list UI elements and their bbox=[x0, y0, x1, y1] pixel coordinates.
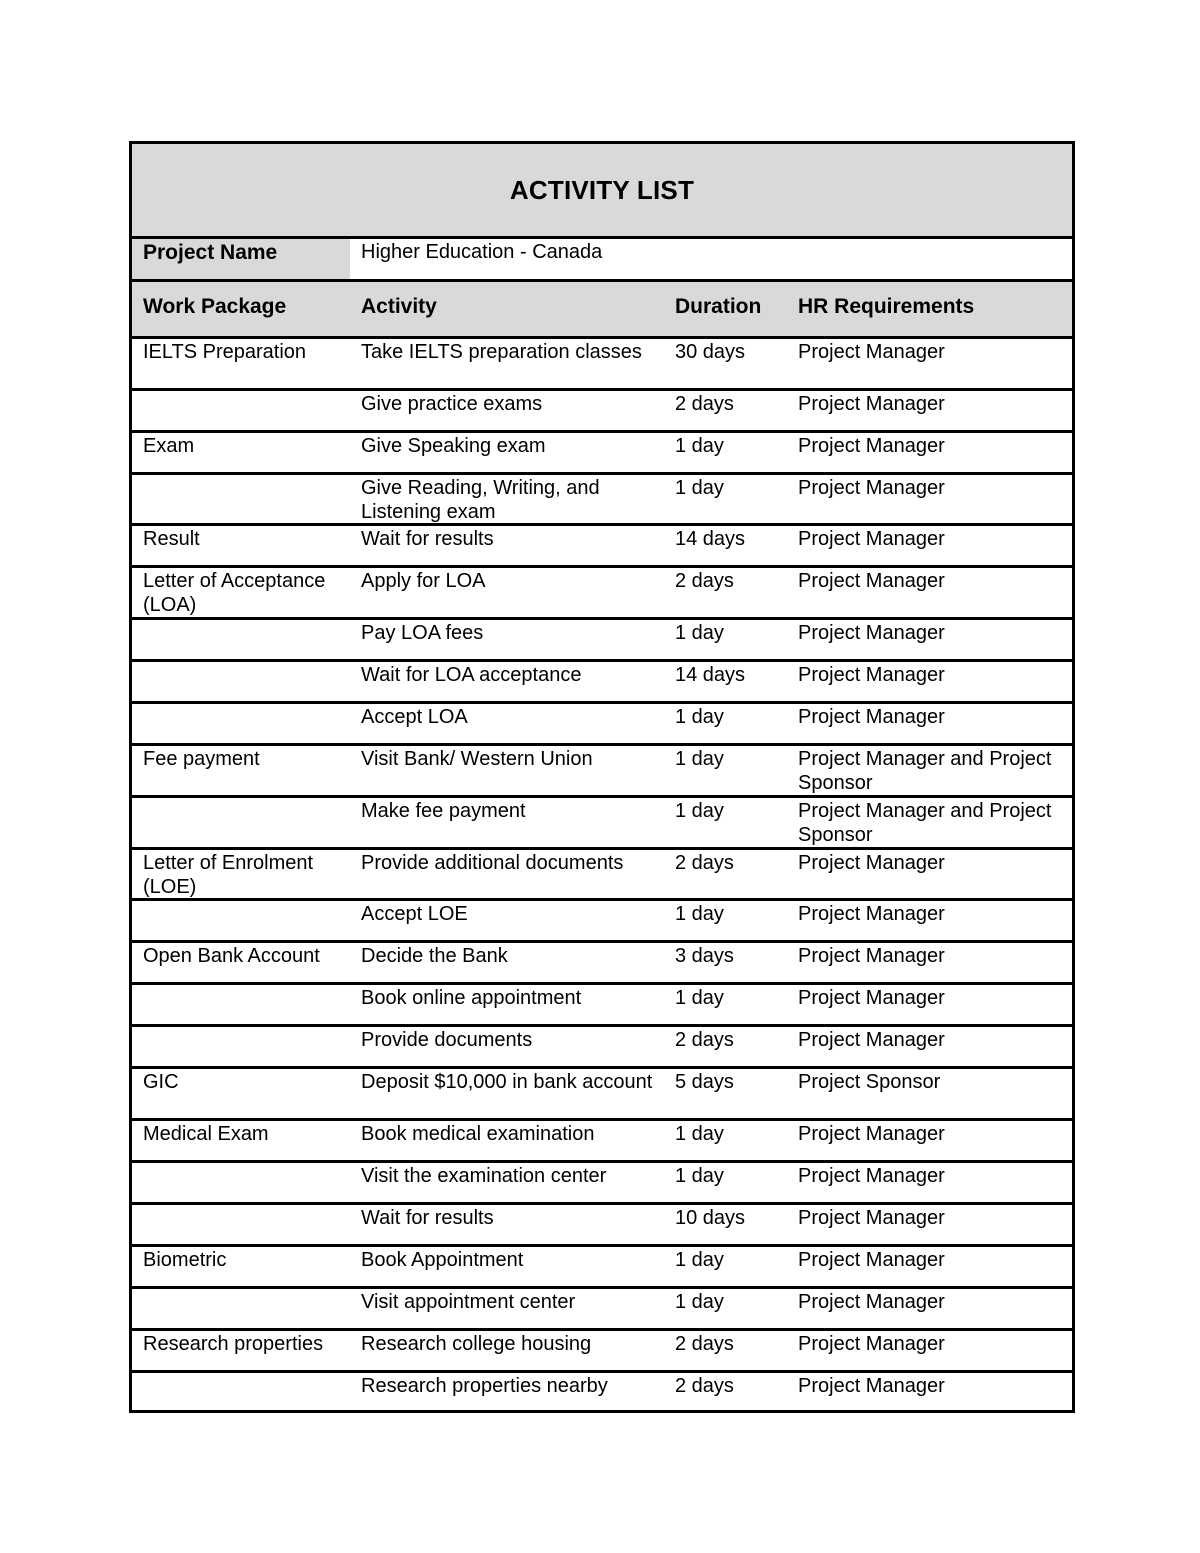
hr-requirements-cell: Project Manager bbox=[798, 477, 945, 499]
work-package-cell: Research properties bbox=[143, 1333, 324, 1355]
duration-cell: 1 day bbox=[675, 987, 724, 1009]
hr-requirements-cell: Project Manager bbox=[798, 528, 945, 550]
title-row bbox=[132, 144, 1072, 239]
table-row bbox=[132, 1027, 1072, 1069]
hr-requirements-cell: Project Manager bbox=[798, 1123, 945, 1145]
duration-cell: 10 days bbox=[675, 1207, 746, 1229]
activity-cell: Book online appointment bbox=[361, 987, 582, 1009]
activity-cell: Decide the Bank bbox=[361, 945, 508, 967]
duration-cell: 1 day bbox=[675, 1291, 724, 1313]
duration-cell: 2 days bbox=[675, 570, 734, 592]
duration-cell: 1 day bbox=[675, 800, 724, 822]
hr-requirements-cell: Project Manager bbox=[798, 1333, 945, 1355]
work-package-cell: Letter of Enrolment (LOE) bbox=[143, 852, 314, 898]
activity-cell: Visit Bank/ Western Union bbox=[361, 748, 593, 770]
table-row bbox=[132, 704, 1072, 746]
activity-cell: Provide documents bbox=[361, 1029, 533, 1051]
work-package-cell: Result bbox=[143, 528, 200, 550]
header-activity: Activity bbox=[361, 295, 437, 318]
activity-cell: Give Speaking exam bbox=[361, 435, 546, 457]
hr-requirements-cell: Project Manager bbox=[798, 903, 945, 925]
table-row bbox=[132, 1205, 1072, 1247]
work-package-cell: Letter of Acceptance (LOA) bbox=[143, 570, 326, 616]
hr-requirements-cell: Project Manager bbox=[798, 664, 945, 686]
hr-requirements-cell: Project Sponsor bbox=[798, 1071, 941, 1093]
activity-cell: Book Appointment bbox=[361, 1249, 524, 1271]
work-package-cell: Open Bank Account bbox=[143, 945, 320, 967]
table-row bbox=[132, 1289, 1072, 1331]
table-row bbox=[132, 1247, 1072, 1289]
duration-cell: 1 day bbox=[675, 706, 724, 728]
activity-cell: Pay LOA fees bbox=[361, 622, 484, 644]
duration-cell: 1 day bbox=[675, 1249, 724, 1271]
duration-cell: 1 day bbox=[675, 748, 724, 770]
table-row bbox=[132, 985, 1072, 1027]
duration-cell: 14 days bbox=[675, 528, 746, 550]
duration-cell: 1 day bbox=[675, 903, 724, 925]
activity-cell: Take IELTS preparation classes bbox=[361, 341, 642, 363]
table-header-row bbox=[132, 282, 1072, 339]
hr-requirements-cell: Project Manager bbox=[798, 341, 945, 363]
activity-cell: Give practice exams bbox=[361, 393, 543, 415]
activity-cell: Visit appointment center bbox=[361, 1291, 576, 1313]
duration-cell: 1 day bbox=[675, 1165, 724, 1187]
activity-cell: Accept LOA bbox=[361, 706, 468, 728]
activity-cell: Apply for LOA bbox=[361, 570, 486, 592]
duration-cell: 5 days bbox=[675, 1071, 734, 1093]
activity-cell: Deposit $10,000 in bank account bbox=[361, 1071, 653, 1093]
duration-cell: 2 days bbox=[675, 393, 734, 415]
table-row bbox=[132, 1331, 1072, 1373]
table-row bbox=[132, 850, 1072, 901]
table-row bbox=[132, 1373, 1072, 1413]
duration-cell: 1 day bbox=[675, 435, 724, 457]
duration-cell: 30 days bbox=[675, 341, 746, 363]
table-row bbox=[132, 1121, 1072, 1163]
activity-cell: Wait for LOA acceptance bbox=[361, 664, 582, 686]
table-row bbox=[132, 620, 1072, 662]
activity-cell: Wait for results bbox=[361, 1207, 494, 1229]
duration-cell: 2 days bbox=[675, 1375, 734, 1397]
duration-cell: 2 days bbox=[675, 1333, 734, 1355]
table-row bbox=[132, 433, 1072, 475]
table-row bbox=[132, 662, 1072, 704]
work-package-cell: IELTS Preparation bbox=[143, 341, 307, 363]
activity-cell: Research properties nearby bbox=[361, 1375, 608, 1397]
header-hr-requirements: HR Requirements bbox=[798, 295, 975, 318]
header-work-package: Work Package bbox=[143, 295, 287, 318]
duration-cell: 1 day bbox=[675, 477, 724, 499]
hr-requirements-cell: Project Manager bbox=[798, 570, 945, 592]
hr-requirements-cell: Project Manager bbox=[798, 706, 945, 728]
table-row bbox=[132, 1069, 1072, 1121]
table-row bbox=[132, 901, 1072, 943]
hr-requirements-cell: Project Manager and Project Sponsor bbox=[798, 800, 1052, 846]
activity-cell: Book medical examination bbox=[361, 1123, 595, 1145]
duration-cell: 2 days bbox=[675, 852, 734, 874]
hr-requirements-cell: Project Manager bbox=[798, 1249, 945, 1271]
duration-cell: 14 days bbox=[675, 664, 746, 686]
duration-cell: 1 day bbox=[675, 1123, 724, 1145]
hr-requirements-cell: Project Manager bbox=[798, 393, 945, 415]
hr-requirements-cell: Project Manager bbox=[798, 622, 945, 644]
project-name-label: Project Name bbox=[132, 239, 350, 279]
hr-requirements-cell: Project Manager bbox=[798, 1291, 945, 1313]
table-row bbox=[132, 568, 1072, 620]
table-row bbox=[132, 475, 1072, 526]
table-row bbox=[132, 798, 1072, 850]
hr-requirements-cell: Project Manager bbox=[798, 1375, 945, 1397]
hr-requirements-cell: Project Manager bbox=[798, 945, 945, 967]
hr-requirements-cell: Project Manager bbox=[798, 987, 945, 1009]
project-name-value: Higher Education - Canada bbox=[361, 241, 603, 263]
hr-requirements-cell: Project Manager bbox=[798, 1029, 945, 1051]
table-row bbox=[132, 526, 1072, 568]
header-duration: Duration bbox=[675, 295, 762, 318]
duration-cell: 2 days bbox=[675, 1029, 734, 1051]
work-package-cell: GIC bbox=[143, 1071, 179, 1093]
hr-requirements-cell: Project Manager bbox=[798, 435, 945, 457]
activity-cell: Visit the examination center bbox=[361, 1165, 607, 1187]
work-package-cell: Biometric bbox=[143, 1249, 227, 1271]
hr-requirements-cell: Project Manager bbox=[798, 1207, 945, 1229]
hr-requirements-cell: Project Manager bbox=[798, 1165, 945, 1187]
table-row bbox=[132, 1163, 1072, 1205]
table-row bbox=[132, 943, 1072, 985]
project-name-row bbox=[132, 239, 1072, 282]
activity-list-table bbox=[129, 141, 1075, 1413]
table-row bbox=[132, 339, 1072, 391]
activity-cell: Research college housing bbox=[361, 1333, 592, 1355]
work-package-cell: Fee payment bbox=[143, 748, 260, 770]
table-row bbox=[132, 391, 1072, 433]
duration-cell: 3 days bbox=[675, 945, 734, 967]
duration-cell: 1 day bbox=[675, 622, 724, 644]
work-package-cell: Medical Exam bbox=[143, 1123, 269, 1145]
activity-cell: Accept LOE bbox=[361, 903, 468, 925]
hr-requirements-cell: Project Manager bbox=[798, 852, 945, 874]
work-package-cell: Exam bbox=[143, 435, 195, 457]
activity-cell: Give Reading, Writing, and Listening exam bbox=[361, 477, 600, 523]
hr-requirements-cell: Project Manager and Project Sponsor bbox=[798, 748, 1052, 794]
table-row bbox=[132, 746, 1072, 798]
activity-cell: Make fee payment bbox=[361, 800, 526, 822]
activity-cell: Provide additional documents bbox=[361, 852, 624, 874]
page-title: ACTIVITY LIST bbox=[509, 174, 695, 205]
activity-cell: Wait for results bbox=[361, 528, 494, 550]
